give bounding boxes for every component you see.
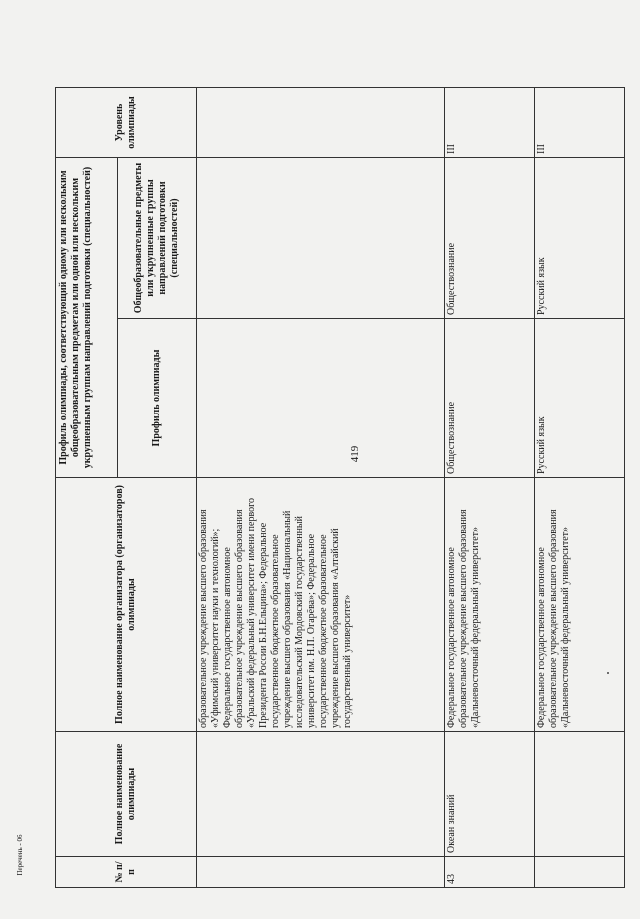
header-level: Уровень олимпиады xyxy=(56,88,197,158)
olympiad-table xyxy=(55,87,625,888)
continuation-organizer-cell: образовательное учреждение высшего образования «Уфимский университет науки и технологий»; Федеральное государственное автономное образовательное учреждение высшего образования «Уральский федеральный университет имени первого Президента России Б.Н.Ельцина»; Федеральное государственное бюджетное образовательное учреждение высшего образования «Национальный исследовательский Мордовский государственный университет им. Н.П. Огарёва»; Федеральное государственное бюджетное образовательное учреждение высшего образования «Алтайский государственный университет» xyxy=(197,478,444,732)
header-name: Полное наименование олимпиады xyxy=(56,732,197,857)
table-row xyxy=(534,88,624,888)
row-subjects: Обществознание xyxy=(444,158,534,319)
continuation-subjects-cell xyxy=(197,158,444,319)
row-level: III xyxy=(534,88,624,158)
continuation-name-cell xyxy=(197,732,444,857)
row-profile: Русский язык xyxy=(534,319,624,478)
row-name xyxy=(534,732,624,857)
header-organizer: Полное наименование организатора (организаторов) олимпиады xyxy=(56,478,197,732)
continuation-level-cell xyxy=(197,88,444,158)
row-subjects: Русский язык xyxy=(534,158,624,319)
continuation-profile-cell xyxy=(197,319,444,478)
header-profile-group: Профиль олимпиады, соответствующий одному или нескольким общеобразовательным предметам или одной или нескольким укрупненным группам направлений подготовки (специальностей) xyxy=(56,158,118,478)
row-profile: Обществознание xyxy=(444,319,534,478)
row-level: III xyxy=(444,88,534,158)
header-profile: Профиль олимпиады xyxy=(118,319,197,478)
table-row xyxy=(444,88,534,888)
row-organizer: Федеральное государственное автономное образовательное учреждение высшего образования «Дальневосточный федеральный университет» xyxy=(534,478,624,732)
row-organizer: Федеральное государственное автономное образовательное учреждение высшего образования «Дальневосточный федеральный университет» xyxy=(444,478,534,732)
continuation-num-cell xyxy=(197,857,444,888)
row-name: Океан знаний xyxy=(444,732,534,857)
row-num: 43 xyxy=(444,857,534,888)
page-number: 419 xyxy=(349,445,361,463)
header-num: № п/п xyxy=(56,857,197,888)
scan-speck xyxy=(607,672,609,674)
olympiad-table-rotated xyxy=(55,88,625,888)
row-num xyxy=(534,857,624,888)
footer-note: Перечень - 06 xyxy=(16,834,24,876)
header-subjects: Общеобразовательные предметы или укрупненные группы направлений подготовки (специальностей) xyxy=(118,158,197,319)
